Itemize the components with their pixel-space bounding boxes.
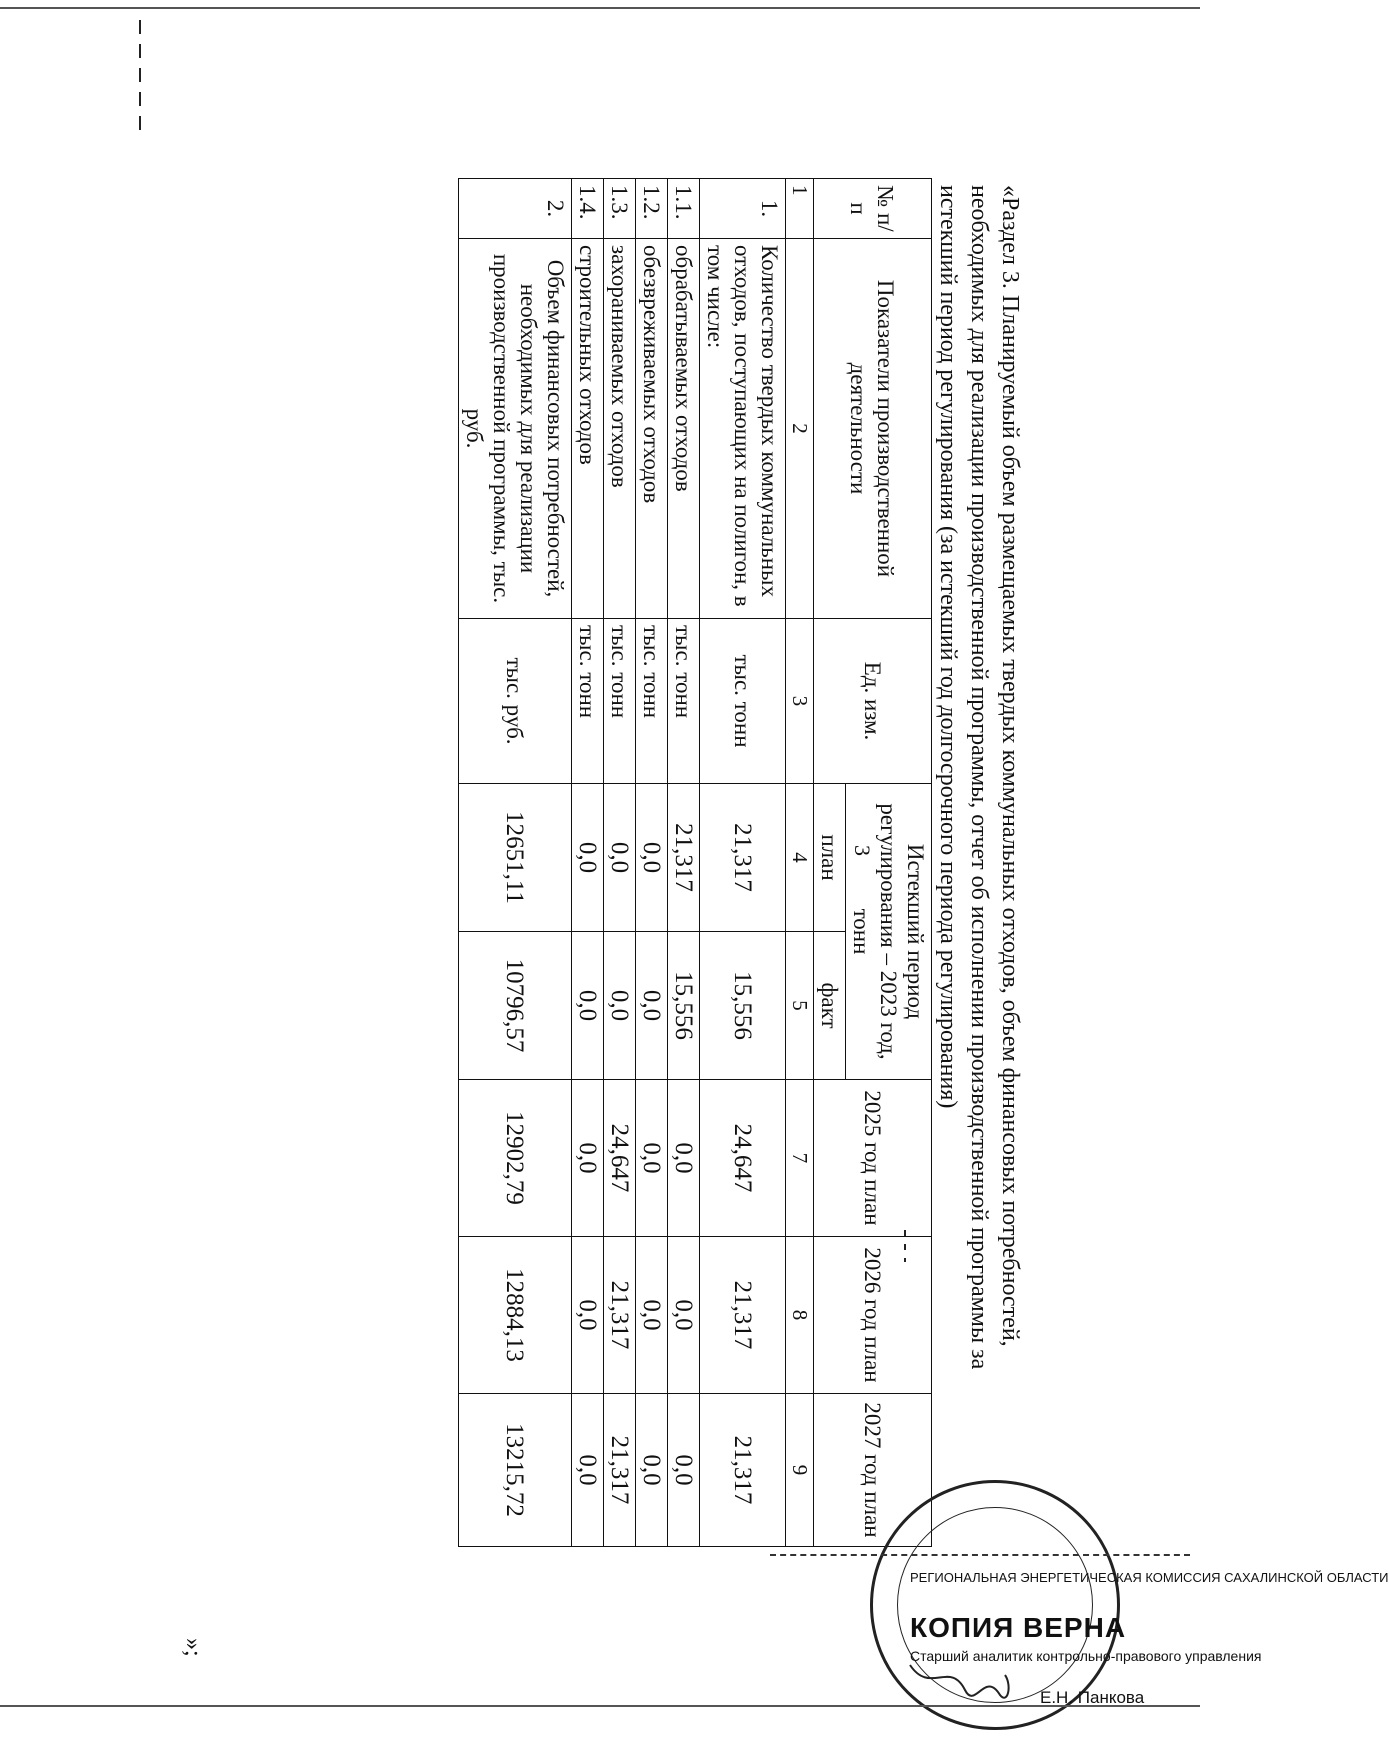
stamp-organization: РЕГИОНАЛЬНАЯ ЭНЕРГЕТИЧЕСКАЯ КОМИССИЯ САХАЛИНСКОЙ ОБЛАСТИ: [910, 1570, 1389, 1585]
row-fact-2023: 0,0: [604, 932, 636, 1080]
row-2026: 0,0: [668, 1237, 700, 1394]
stamp-signer-name: Е.Н. Панкова: [1040, 1688, 1145, 1707]
row-plan-2023: 12651,11: [459, 784, 572, 932]
header-indicator: Показатели производственной деятельности: [814, 239, 932, 619]
row-plan-2023: 0,0: [636, 784, 668, 932]
header-fact: факт: [814, 932, 846, 1080]
row-2027: 21,317: [604, 1394, 636, 1547]
heading-line-3: истекший период регулирования (за истекший год долгосрочного периода регулирования): [935, 185, 961, 1109]
row-num: 1.2.: [636, 179, 668, 239]
row-2026: 21,317: [700, 1237, 786, 1394]
row-num: 2.: [459, 179, 572, 239]
row-fact-2023: 10796,57: [459, 932, 572, 1080]
heading-line-1: «Раздел 3. Планируемый объем размещаемых твердых коммунальных отходов, объем финансовых потребностей,: [997, 185, 1023, 1347]
header-unit: Ед. изм.: [814, 619, 932, 784]
page-number: 3: [850, 845, 875, 856]
stamp-copy-verified: КОПИЯ ВЕРНА: [910, 1612, 1127, 1643]
row-2026: 0,0: [572, 1237, 604, 1394]
header-past-period: Истекший период регулирования – 2023 год, тонн: [846, 784, 932, 1080]
row-2027: 21,317: [700, 1394, 786, 1547]
row-2026: 0,0: [636, 1237, 668, 1394]
col-number: 9: [786, 1394, 814, 1547]
row-2025: 24,647: [604, 1080, 636, 1237]
row-name: обрабатываемых отходов: [668, 239, 700, 619]
col-number: 7: [786, 1080, 814, 1237]
row-name: строительных отходов: [572, 239, 604, 619]
row-plan-2023: 0,0: [604, 784, 636, 932]
row-fact-2023: 0,0: [572, 932, 604, 1080]
row-fact-2023: 0,0: [636, 932, 668, 1080]
row-unit: тыс. тонн: [604, 619, 636, 784]
row-name: захораниваемых отходов: [604, 239, 636, 619]
row-2027: 0,0: [668, 1394, 700, 1547]
row-plan-2023: 0,0: [572, 784, 604, 932]
row-2025: 12902,79: [459, 1080, 572, 1237]
row-num: 1.1.: [668, 179, 700, 239]
row-2025: 24,647: [700, 1080, 786, 1237]
row-num: 1.: [700, 179, 786, 239]
row-unit: тыс. тонн: [572, 619, 604, 784]
row-2025: 0,0: [636, 1080, 668, 1237]
row-2027: 0,0: [636, 1394, 668, 1547]
row-plan-2023: 21,317: [668, 784, 700, 932]
header-2027: 2027 год план: [814, 1394, 932, 1547]
row-num: 1.4.: [572, 179, 604, 239]
col-number: 4: [786, 784, 814, 932]
closing-quote-mark: »;: [180, 1638, 206, 1657]
row-unit: тыс. тонн: [668, 619, 700, 784]
row-2025: 0,0: [668, 1080, 700, 1237]
col-number: 3: [786, 619, 814, 784]
row-unit: тыс. тонн: [636, 619, 668, 784]
col-number: 8: [786, 1237, 814, 1394]
row-unit: тыс. руб.: [459, 619, 572, 784]
row-plan-2023: 21,317: [700, 784, 786, 932]
row-2026: 12884,13: [459, 1237, 572, 1394]
row-2026: 21,317: [604, 1237, 636, 1394]
header-plan: план: [814, 784, 846, 932]
row-fact-2023: 15,556: [668, 932, 700, 1080]
header-2026: 2026 год план: [814, 1237, 932, 1394]
row-fact-2023: 15,556: [700, 932, 786, 1080]
heading-line-2: необходимых для реализации производственной программы, отчет об исполнении производственной программы за: [966, 185, 992, 1370]
col-number: 2: [786, 239, 814, 619]
header-2025: 2025 год план: [814, 1080, 932, 1237]
col-number: 5: [786, 932, 814, 1080]
col-number: 1: [786, 179, 814, 239]
row-unit: тыс. тонн: [700, 619, 786, 784]
row-name: Объем финансовых потребностей, необходимых для реализации производственной программы, тыс. руб.: [459, 239, 572, 619]
stamp-role: Старший аналитик контрольно-правового управления: [910, 1648, 1262, 1664]
row-2025: 0,0: [572, 1080, 604, 1237]
row-2027: 13215,72: [459, 1394, 572, 1547]
header-num: № п/п: [814, 179, 932, 239]
row-2027: 0,0: [572, 1394, 604, 1547]
row-name: обезвреживаемых отходов: [636, 239, 668, 619]
row-name: Количество твердых коммунальных отходов, поступающих на полигон, в том числе:: [700, 239, 786, 619]
row-num: 1.3.: [604, 179, 636, 239]
